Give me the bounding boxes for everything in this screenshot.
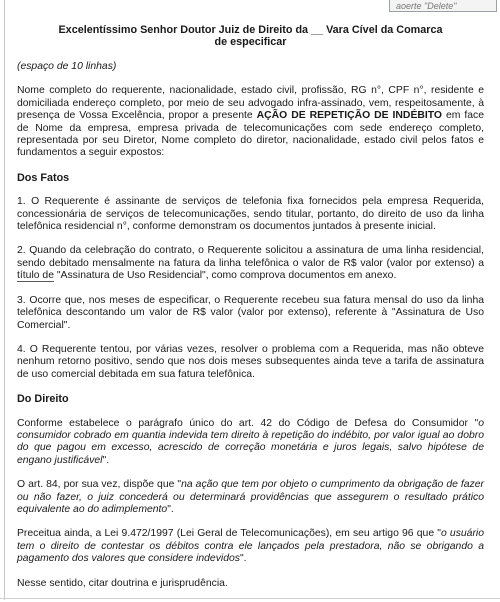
space-note xyxy=(17,61,484,73)
bottom-divider xyxy=(0,598,500,599)
fato-2 xyxy=(17,245,484,282)
fato-2-text-1: 2. Quando da celebração do contrato, o Requerente solicitou a assinatura de uma linha residencial, sendo debitado mensalmente na fatura da linha telefônica o valor de R$ valor (valor por extenso) a xyxy=(17,245,484,269)
direito-2-text-2: ". xyxy=(167,503,174,515)
direito-1-quote: o consumidor cobrado em quantia indevida tem direito à repetição do indébito, por valor igual ao dobro do que pagou em excesso, acrescido de correção monetária e juros legais, salvo hipótese de engano justificável xyxy=(17,417,484,466)
fato-1: 1. O Requerente é assinante de serviços de telefonia fixa fornecidos pela empresa Requerida, concessionária de serviços de telecomunicações, sendo titular, portanto, do direito de uso da linha telefônica residencial n°, conforme demonstram os documentos juntados à presente inicial. xyxy=(17,196,484,233)
direito-2 xyxy=(17,479,484,516)
fato-2-text-2: "Assinatura de Uso Residencial", como comprova documentos em anexo. xyxy=(53,270,397,282)
direito-2-quote: na ação que tem por objeto o cumprimento da obrigação de fazer ou não fazer, o juiz concederá ou determinará providências que assegurem o resultado prático equivalente ao do adimplemento xyxy=(17,479,484,515)
direito-1-text-1: Conforme estabelece o parágrafo único do art. 42 do Código de Defesa do Consumidor " xyxy=(17,417,479,429)
direito-3 xyxy=(17,528,484,565)
direito-1-text-2: ". xyxy=(102,454,110,466)
fato-3: 3. Ocorre que, nos meses de especificar, o Requerente recebeu sua fatura mensal do uso da linha telefônica descontando um valor de R$ valor (valor por extenso), referente à "Assinatura de Uso Comercial". xyxy=(17,294,484,331)
space-note-text: (espaço de 10 linhas) xyxy=(17,61,117,72)
fato-2-link[interactable]: título de xyxy=(17,270,54,282)
direito-3-text-1: Preceitua ainda, a Lei 9.472/1997 (Lei Geral de Telecomunicações), em seu artigo 96 que " xyxy=(17,528,441,540)
direito-1 xyxy=(17,418,484,468)
document-title xyxy=(17,24,484,48)
delete-tooltip: aoerte "Delete" xyxy=(389,0,497,12)
intro-text-2: em face de Nome da empresa, empresa privada de telecomunicações com sede endereço completo, representada por seu Diretor, Nome completo do diretor, nacionalidade, estado civil pelos fatos e fundamentos a seguir expostos: xyxy=(17,110,484,159)
fato-4: 4. O Requerente tentou, por várias vezes, resolver o problema com a Requerida, mas não obteve nenhum retorno positivo, sendo que nos dois meses subsequentes ainda teve a tarifa de assinatura de uso comercial debitada em sua fatura telefônica. xyxy=(17,343,484,380)
direito-2-text-1: O art. 84, por sua vez, dispõe que " xyxy=(17,479,182,491)
direito-4: Nesse sentido, citar doutrina e jurisprudência. xyxy=(17,577,228,589)
title-line-1: Excelentíssimo Senhor Doutor Juiz de Direito da __ Vara Cível da Comarca xyxy=(58,24,443,36)
heading-fatos: Dos Fatos xyxy=(17,171,70,184)
page-edge-line xyxy=(4,0,5,600)
intro-text-1: Nome completo do requerente, nacionalidade, estado civil, profissão, RG n°, CPF n°, residente e domiciliada endereço completo, por meio de seu advogado infra-assinado, vem, respeitosamente, à presença de Vossa Excelência, propor a presente xyxy=(17,85,484,122)
intro-paragraph xyxy=(17,85,484,159)
document-page xyxy=(17,24,484,602)
title-line-2: de especificar xyxy=(214,36,287,48)
direito-3-quote: o usuário tem o direito de contestar os débitos contra ele lançados pela prestadora, não se obrigando a pagamento dos valores que considere indevidos xyxy=(17,528,484,565)
heading-direito: Do Direito xyxy=(17,393,69,406)
direito-3-text-2: ". xyxy=(239,553,247,565)
action-name: AÇÃO DE REPETIÇÃO DE INDÉBITO xyxy=(256,110,443,122)
